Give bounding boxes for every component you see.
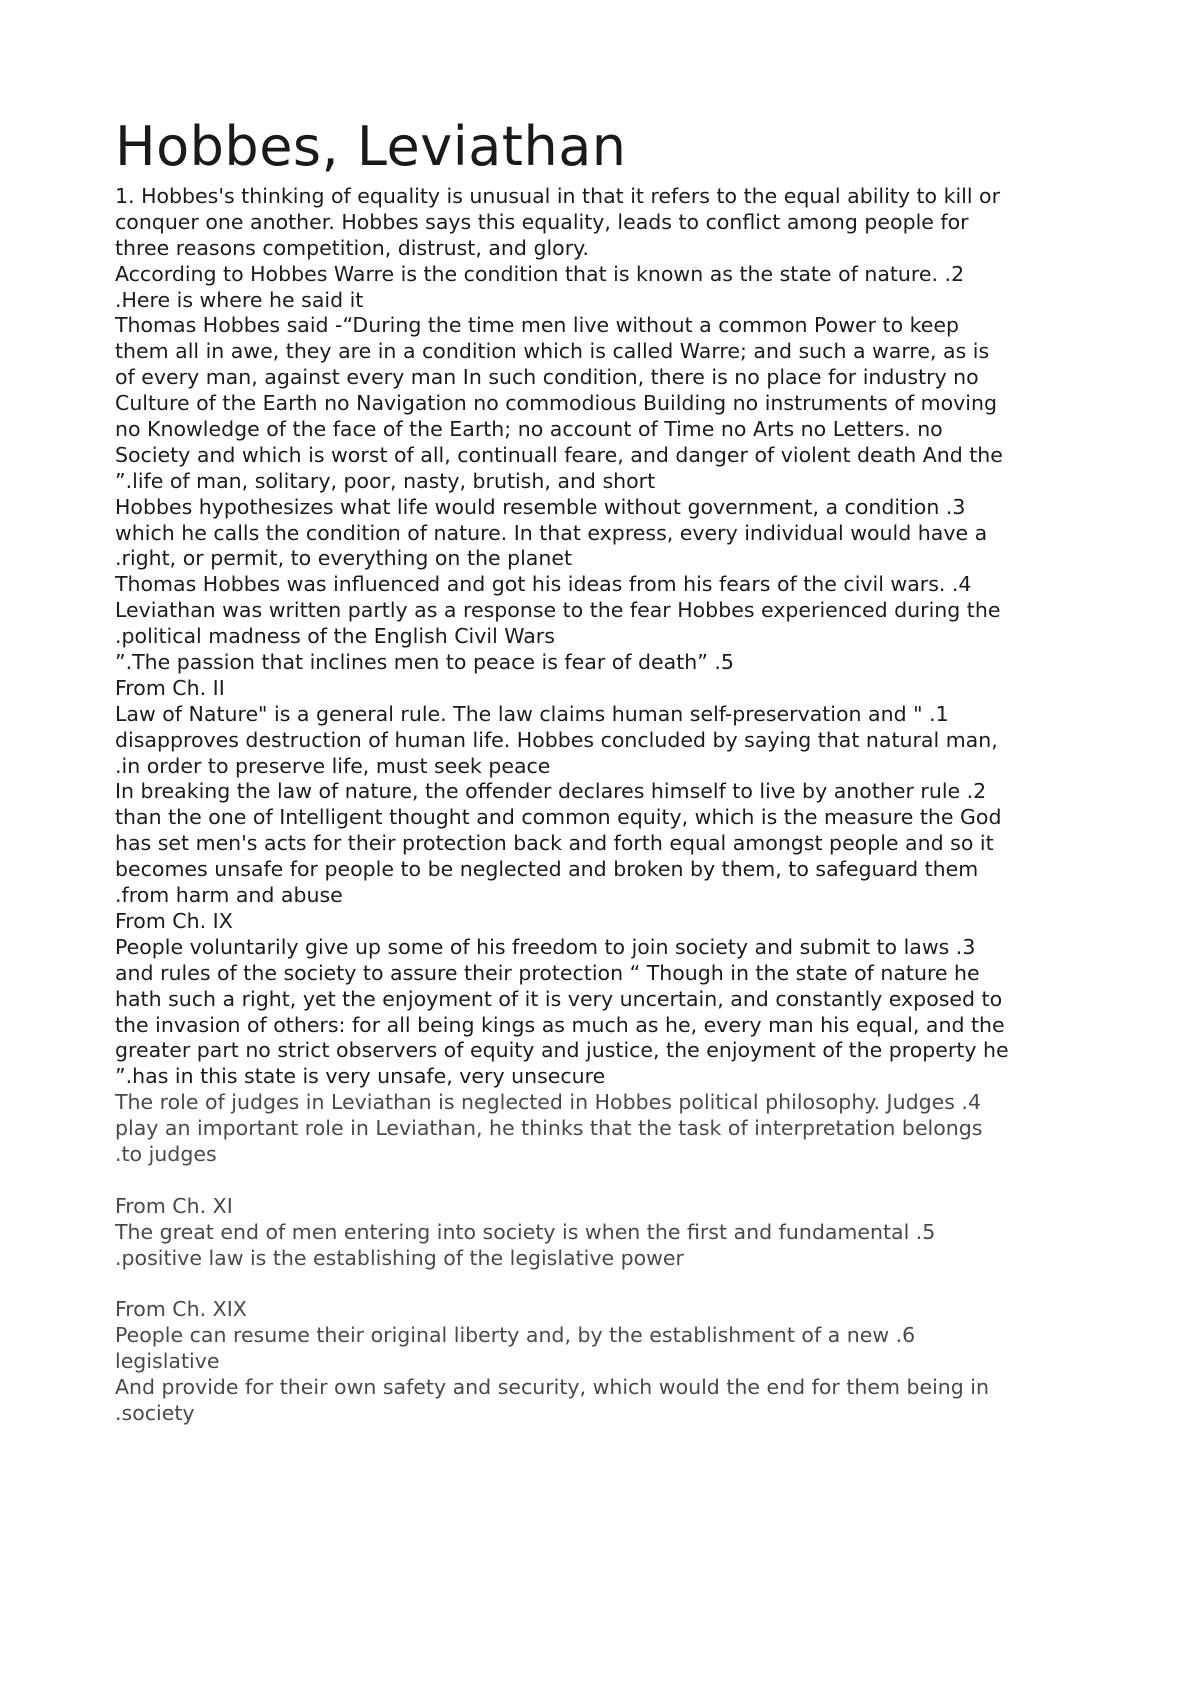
section-heading: From Ch. II xyxy=(115,675,225,700)
text-line: and rules of the society to assure their protection “ Though in the state of nature he xyxy=(115,960,980,985)
text-line: hath such a right, yet the enjoyment of it is very uncertain, and constantly exposed to xyxy=(115,986,1003,1011)
text-line: ”.The passion that inclines men to peace is fear of death” .5 xyxy=(115,650,734,675)
text-line: greater part no strict observers of equity and justice, the enjoyment of the property he xyxy=(115,1038,1009,1063)
text-line: becomes unsafe for people to be neglected and broken by them, to safeguard them xyxy=(115,857,979,882)
text-line: The role of judges in Leviathan is neglected in Hobbes political philosophy. Judges .4 xyxy=(115,1090,981,1115)
text-line: People voluntarily give up some of his freedom to join society and submit to laws .3 xyxy=(115,934,976,959)
section-heading: From Ch. IX xyxy=(115,908,233,933)
text-line: of every man, against every man In such condition, there is no place for industry no xyxy=(115,365,979,390)
text-line: no Knowledge of the face of the Earth; no account of Time no Arts no Letters. no xyxy=(115,417,943,442)
blank-line xyxy=(115,1271,1115,1297)
text-line: ”.has in this state is very unsafe, very unsecure xyxy=(115,1064,606,1089)
text-line: .society xyxy=(115,1400,195,1425)
document-body xyxy=(115,112,1115,1427)
text-line: Culture of the Earth no Navigation no commodious Building no instruments of moving xyxy=(115,391,997,416)
text-line: .political madness of the English Civil Wars xyxy=(115,624,555,649)
text-line: Thomas Hobbes was influenced and got his ideas from his fears of the civil wars. .4 xyxy=(115,572,972,597)
text-line: play an important role in Leviathan, he thinks that the task of interpretation belongs xyxy=(115,1116,983,1141)
text-line: .right, or permit, to everything on the planet xyxy=(115,546,573,571)
text-line: Leviathan was written partly as a response to the fear Hobbes experienced during the xyxy=(115,598,1001,623)
text-line: three reasons competition, distrust, and glory. xyxy=(115,235,589,260)
blank-line xyxy=(115,1168,1115,1194)
text-line: conquer one another. Hobbes says this equality, leads to conflict among people for xyxy=(115,209,969,234)
text-line: disapproves destruction of human life. Hobbes concluded by saying that natural man, xyxy=(115,727,998,752)
text-line: which he calls the condition of nature. In that express, every individual would have a xyxy=(115,520,988,545)
text-line: .Here is where he said it xyxy=(115,287,364,312)
text-line: And provide for their own safety and security, which would the end for them being in xyxy=(115,1374,989,1399)
text-line: Society and which is worst of all, continuall feare, and danger of violent death And the xyxy=(115,442,1003,467)
text-line: .to judges xyxy=(115,1141,217,1166)
text-line: According to Hobbes Warre is the condition that is known as the state of nature. .2 xyxy=(115,261,965,286)
text-line: Hobbes hypothesizes what life would resemble without government, a condition .3 xyxy=(115,494,966,519)
text-line: the invasion of others: for all being kings as much as he, every man his equal, and the xyxy=(115,1012,1005,1037)
text-line: than the one of Intelligent thought and common equity, which is the measure the God xyxy=(115,805,1002,830)
text-line: The great end of men entering into society is when the first and fundamental .5 xyxy=(115,1219,936,1244)
text-line: legislative xyxy=(115,1349,220,1374)
text-line: .from harm and abuse xyxy=(115,883,343,908)
section-heading: From Ch. XIX xyxy=(115,1297,247,1322)
document-title: Hobbes, Leviathan xyxy=(115,115,627,178)
text-line: ”.life of man, solitary, poor, nasty, brutish, and short xyxy=(115,468,656,493)
text-line: People can resume their original liberty and, by the establishment of a new .6 xyxy=(115,1323,916,1348)
text-line: In breaking the law of nature, the offender declares himself to live by another rule .2 xyxy=(115,779,987,804)
text-line: .positive law is the establishing of the legislative power xyxy=(115,1245,684,1270)
text-line: them all in awe, they are in a condition which is called Warre; and such a warre, as is xyxy=(115,339,990,364)
text-line: .in order to preserve life, must seek peace xyxy=(115,753,551,778)
text-line: 1. Hobbes's thinking of equality is unusual in that it refers to the equal ability to kill or xyxy=(115,184,1001,208)
section-heading: From Ch. XI xyxy=(115,1193,233,1218)
text-line: Thomas Hobbes said -“During the time men live without a common Power to keep xyxy=(115,313,960,338)
text-line: has set men's acts for their protection back and forth equal amongst people and so it xyxy=(115,831,994,856)
text-line: Law of Nature" is a general rule. The law claims human self-preservation and " .1 xyxy=(115,701,949,726)
